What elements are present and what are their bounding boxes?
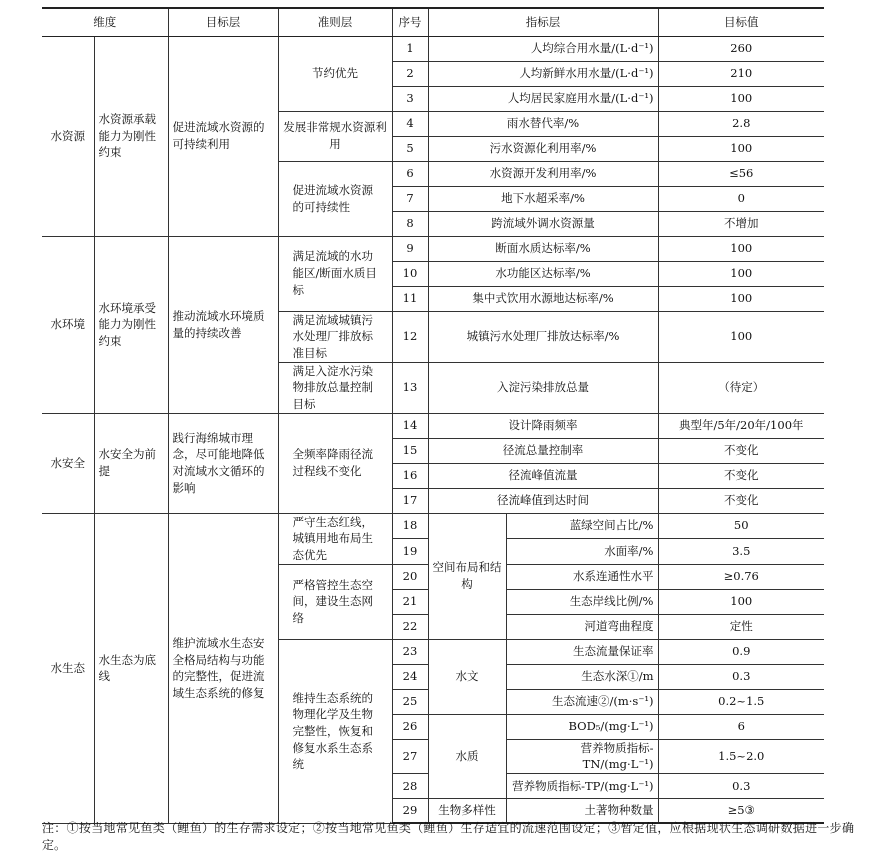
row-number: 27 <box>392 739 428 773</box>
indicator-name: 径流峰值流量 <box>428 463 658 488</box>
row-number: 16 <box>392 463 428 488</box>
indicator-name: 土著物种数量 <box>506 798 658 823</box>
indicator-name: 雨水替代率/% <box>428 111 658 136</box>
row-number: 23 <box>392 639 428 664</box>
target-value: 100 <box>658 86 824 111</box>
target-value: 不变化 <box>658 438 824 463</box>
row-number: 21 <box>392 589 428 614</box>
row-number: 24 <box>392 664 428 689</box>
indicator-name: 集中式饮用水源地达标率/% <box>428 286 658 311</box>
indicator-name: 人均综合用水量/(L·d⁻¹) <box>428 36 658 61</box>
row-number: 5 <box>392 136 428 161</box>
target-value: 210 <box>658 61 824 86</box>
subgroup-biodiversity: 生物多样性 <box>428 798 506 823</box>
dimension-water-safety: 水安全 <box>42 413 94 513</box>
indicator-name: 生态岸线比例/% <box>506 589 658 614</box>
goal-water-resources: 促进流域水资源的可持续利用 <box>168 36 278 236</box>
target-value: 不变化 <box>658 463 824 488</box>
criteria-ecological-space: 严格管控生态空间，建设生态网络 <box>278 564 392 639</box>
constraint-water-safety: 水安全为前提 <box>94 413 168 513</box>
criteria-water-function-zone: 满足流域的水功能区/断面水质目标 <box>278 236 392 311</box>
indicator-name: 人均新鲜水用水量/(L·d⁻¹) <box>428 61 658 86</box>
criteria-sustainability: 促进流域水资源的可持续性 <box>278 161 392 236</box>
table-row <box>42 513 824 539</box>
row-number: 8 <box>392 211 428 236</box>
row-number: 14 <box>392 413 428 438</box>
row-number: 28 <box>392 773 428 798</box>
indicator-name: 地下水超采率/% <box>428 186 658 211</box>
indicator-name: 跨流域外调水资源量 <box>428 211 658 236</box>
row-number: 3 <box>392 86 428 111</box>
target-value: 0.2~1.5 <box>658 689 824 714</box>
target-value: ≥0.76 <box>658 564 824 589</box>
criteria-pollutant-total: 满足入淀水污染物排放总量控制目标 <box>278 362 392 413</box>
target-value: 0.3 <box>658 773 824 798</box>
row-number: 26 <box>392 714 428 739</box>
row-number: 10 <box>392 261 428 286</box>
header-target-value: 目标值 <box>658 8 824 36</box>
dimension-water-environment: 水环境 <box>42 236 94 413</box>
row-number: 7 <box>392 186 428 211</box>
table-footnote: 注：①按当地常见鱼类（鲤鱼）的生存需求设定；②按当地常见鱼类（鲤鱼）生存适宜的流速范围设定；③暂定值，应根据现状生态调研数据进一步确定。 <box>42 821 854 852</box>
indicator-name: 城镇污水处理厂排放达标率/% <box>428 311 658 362</box>
row-number: 19 <box>392 539 428 565</box>
header-dimension: 维度 <box>42 8 168 36</box>
header-serial-number: 序号 <box>392 8 428 36</box>
criteria-sewage-plant: 满足流域城镇污水处理厂排放标准目标 <box>278 311 392 362</box>
header-row <box>42 8 824 36</box>
indicator-name: 水功能区达标率/% <box>428 261 658 286</box>
target-value: 典型年/5年/20年/100年 <box>658 413 824 438</box>
row-number: 25 <box>392 689 428 714</box>
criteria-unconventional-water: 发展非常规水资源利用 <box>278 111 392 161</box>
target-value: 100 <box>658 311 824 362</box>
header-indicator-layer: 指标层 <box>428 8 658 36</box>
dimension-water-resources: 水资源 <box>42 36 94 236</box>
indicator-name: 径流总量控制率 <box>428 438 658 463</box>
criteria-ecosystem-integrity: 维持生态系统的物理化学及生物完整性，恢复和修复水系生态系统 <box>278 639 392 823</box>
constraint-water-resources: 水资源承载能力为刚性约束 <box>94 36 168 236</box>
indicator-name: 径流峰值到达时间 <box>428 488 658 513</box>
row-number: 18 <box>392 513 428 539</box>
target-value: 100 <box>658 286 824 311</box>
target-value: 1.5~2.0 <box>658 739 824 773</box>
table-row <box>42 36 824 61</box>
criteria-rainfall-runoff: 全频率降雨径流过程线不变化 <box>278 413 392 513</box>
row-number: 20 <box>392 564 428 589</box>
indicator-name: 生态水深①/m <box>506 664 658 689</box>
row-number: 2 <box>392 61 428 86</box>
target-value: 100 <box>658 236 824 261</box>
indicator-name: 污水资源化利用率/% <box>428 136 658 161</box>
row-number: 9 <box>392 236 428 261</box>
indicator-name: 河道弯曲程度 <box>506 614 658 639</box>
subgroup-hydrology: 水文 <box>428 639 506 714</box>
target-value: 定性 <box>658 614 824 639</box>
goal-water-environment: 推动流域水环境质量的持续改善 <box>168 236 278 413</box>
row-number: 22 <box>392 614 428 639</box>
constraint-water-environment: 水环境承受能力为刚性约束 <box>94 236 168 413</box>
row-number: 1 <box>392 36 428 61</box>
target-value: 100 <box>658 261 824 286</box>
target-value: 100 <box>658 589 824 614</box>
target-value: 6 <box>658 714 824 739</box>
row-number: 12 <box>392 311 428 362</box>
table-row <box>42 413 824 438</box>
row-number: 4 <box>392 111 428 136</box>
target-value: 2.8 <box>658 111 824 136</box>
indicator-name: BOD₅/(mg·L⁻¹) <box>506 714 658 739</box>
target-value: 不变化 <box>658 488 824 513</box>
row-number: 29 <box>392 798 428 823</box>
row-number: 6 <box>392 161 428 186</box>
target-value: ≥5③ <box>658 798 824 823</box>
goal-water-safety: 践行海绵城市理念，尽可能地降低对流域水文循环的影响 <box>168 413 278 513</box>
target-value: 0.9 <box>658 639 824 664</box>
row-number: 17 <box>392 488 428 513</box>
indicator-name: 生态流速②/(m·s⁻¹) <box>506 689 658 714</box>
indicator-name: 人均居民家庭用水量/(L·d⁻¹) <box>428 86 658 111</box>
header-criteria-layer: 准则层 <box>278 8 392 36</box>
target-value: 100 <box>658 136 824 161</box>
criteria-ecological-redline: 严守生态红线，城镇用地布局生态优先 <box>278 513 392 564</box>
subgroup-water-quality: 水质 <box>428 714 506 798</box>
indicator-name: 营养物质指标-TN/(mg·L⁻¹) <box>506 739 658 773</box>
indicator-table <box>42 7 824 824</box>
goal-water-ecology: 维护流域水生态安全格局结构与功能的完整性，促进流域生态系统的修复 <box>168 513 278 823</box>
target-value: 0.3 <box>658 664 824 689</box>
row-number: 11 <box>392 286 428 311</box>
row-number: 13 <box>392 362 428 413</box>
row-number: 15 <box>392 438 428 463</box>
indicator-name: 水面率/% <box>506 539 658 565</box>
target-value: （待定） <box>658 362 824 413</box>
target-value: 0 <box>658 186 824 211</box>
indicator-name: 断面水质达标率/% <box>428 236 658 261</box>
indicator-name: 设计降雨频率 <box>428 413 658 438</box>
target-value: 260 <box>658 36 824 61</box>
target-value: 50 <box>658 513 824 539</box>
criteria-saving-first: 节约优先 <box>278 36 392 111</box>
indicator-name: 水资源开发利用率/% <box>428 161 658 186</box>
table-row <box>42 236 824 261</box>
indicator-name: 入淀污染排放总量 <box>428 362 658 413</box>
target-value: 不增加 <box>658 211 824 236</box>
subgroup-spatial-layout: 空间布局和结构 <box>428 513 506 639</box>
target-value: ≤56 <box>658 161 824 186</box>
indicator-name: 水系连通性水平 <box>506 564 658 589</box>
indicator-name: 蓝绿空间占比/% <box>506 513 658 539</box>
dimension-water-ecology: 水生态 <box>42 513 94 823</box>
indicator-name: 生态流量保证率 <box>506 639 658 664</box>
header-target-layer: 目标层 <box>168 8 278 36</box>
constraint-water-ecology: 水生态为底线 <box>94 513 168 823</box>
target-value: 3.5 <box>658 539 824 565</box>
indicator-name: 营养物质指标-TP/(mg·L⁻¹) <box>506 773 658 798</box>
